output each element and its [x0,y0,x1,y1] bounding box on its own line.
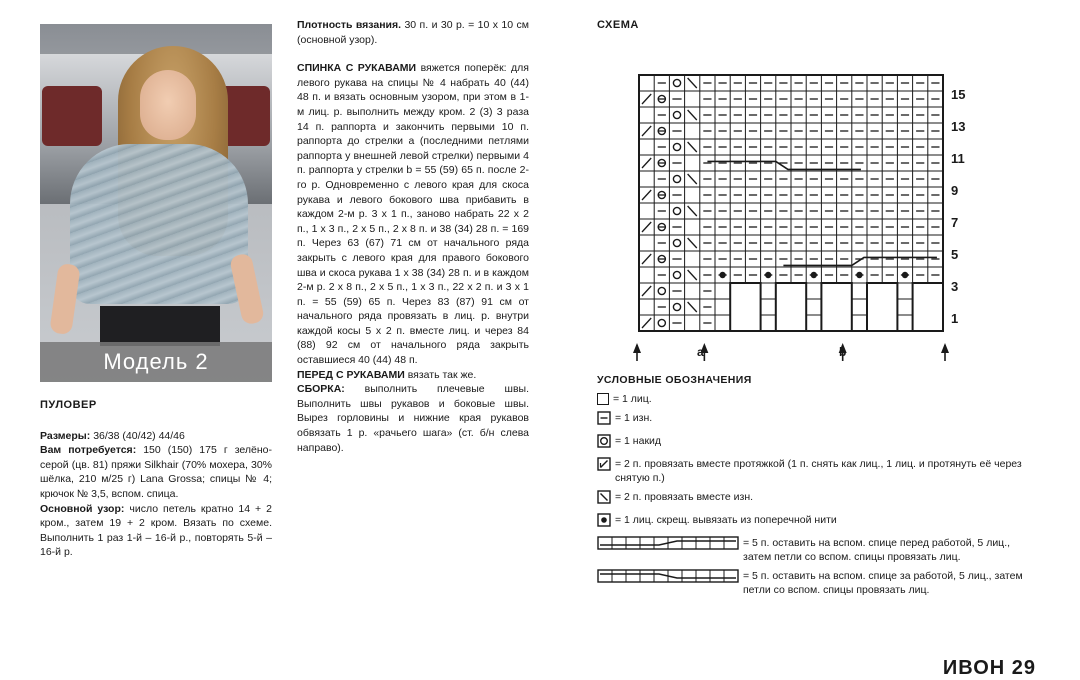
row-number-7: 7 [951,214,959,230]
legend-title: УСЛОВНЫЕ ОБОЗНАЧЕНИЯ [597,373,752,386]
model-sweater [70,144,248,304]
notch-block [913,283,943,331]
row-number-3: 3 [951,278,959,294]
notch-block [730,283,760,331]
chart-arrow-head [633,343,641,353]
row-number-5: 5 [951,246,959,262]
column-middle [297,18,529,455]
yarn-over-icon [597,434,611,452]
knitting-chart [597,41,1037,361]
row-number-13: 13 [951,118,966,134]
assembly-paragraph: СБОРКА: выполнить плечевые швы. Выполнить швы рукавов и боковые швы. Вырез горловины и нижние края рукавов обвязать 1 р. «рачьего шага» (ст. б/н слева направо). [297,383,529,454]
front-paragraph: ПЕРЕД С РУКАВАМИ вязать так же. [297,368,477,381]
row-number-1: 1 [951,310,959,326]
model-photo [40,24,272,382]
twisted-knit-mark [902,271,908,277]
notch-block [867,283,897,331]
car-seat-left [42,86,102,146]
page-number: ИВОН 29 [942,657,1036,679]
back-paragraph: СПИНКА С РУКАВАМИ вяжется поперёк: для левого рукава на спицы № 4 набрать 40 (44) 48 п. и вязать основным узором, при этом в 1-м лиц. р. выполнить между кром. 2 (3) 3 раза 14 п. раппорта и закончить первыми 10 п. раппорта до стрелки а (последними петлями раппорта у внешней левой стрелки) первыми 4 п. раппорта у стрелки b = 55 (59) 65 п. после 2-го р. Одновременно с левого края для скоса рукава и левого бокового шва прибавить в каждом 2-м р. 3 x 1 п., заново набрать 22 x 2 п., 1 x 3 п., 2 x 5 п., 2 x 8 п. и 38 (34) 28 п. = 169 п. Через 63 (67) 71 см от начального ряда закрыть с левого края для правого бокового шва и скоса рукава 1 x 38 (34) 28 п. и в каждом 2-м р. 2 x 8 п., 2 x 5 п., 1 x 3 п., 22 x 2 п. и 3 x 1 п. = 55 (59) 65 п. Через 83 (87) 91 см от начального ряда провязать в лиц. р. внутри каждой косы 5 x 2 п. вместе лиц. и через 84 (88) 92 см от начального ряда закрыть оставшиеся 40 (44) 48 п. [297,62,529,367]
legend-item-knit: = 1 лиц. [597,392,1037,406]
legend-item-purl: = 1 изн. [597,411,1037,429]
legend-item-twisted-knit: = 1 лиц. скрещ. вывязать из поперечной нити [597,513,1037,531]
legend-item-cable-front: = 5 п. оставить на вспом. спице перед работой, 5 лиц., затем петли со вспом. спицы провязать лиц. [597,536,1037,564]
twisted-knit-mark [765,271,771,277]
arrow-label-b: b [839,344,847,359]
column-right [597,18,1037,597]
legend-item-k2tog-left: = 2 п. провязать вместе протяжкой (1 п. снять как лиц., 1 лиц. и протянуть её через снятую п.) [597,457,1037,485]
legend-item-cable-back: = 5 п. оставить на вспом. спице за работой, 5 лиц., затем петли со вспом. спицы провязать лиц. [597,569,1037,597]
chart-arrow-head [941,343,949,353]
row-number-15: 15 [951,86,966,102]
knit-box-icon [597,392,609,406]
cable-back-icon [597,569,739,587]
row-number-11: 11 [951,150,965,166]
photo-caption: Модель 2 [40,342,272,382]
column-left [40,18,272,560]
pattern-paragraph: Основной узор: число петель кратно 14 + 2 кром., затем 19 + 2 кром. Вязать по схеме. Выполнить 1 раз 1-й – 16-й р., повторять 5-й – 16-й р. [40,502,272,559]
sizes-paragraph: Размеры: 36/38 (40/42) 44/46 [40,429,185,442]
model-skirt [100,306,220,346]
notch-block [776,283,806,331]
row-number-9: 9 [951,182,959,198]
cable-front-icon [597,536,739,554]
article-title: ПУЛОВЕР [40,399,97,411]
density-paragraph: Плотность вязания. 30 п. и 30 р. = 10 x 10 см (основной узор). [297,19,529,46]
legend-item-yarnover: = 1 накид [597,434,1037,452]
legend-item-p2tog: = 2 п. провязать вместе изн. [597,490,1037,508]
knitting-chart-grid [597,41,997,361]
twisted-knit-mark [811,271,817,277]
schema-title: СХЕМА [597,19,639,31]
twisted-knit-mark [719,271,725,277]
twisted-knit-mark [856,271,862,277]
arrow-label-a: a [697,344,704,359]
k2tog-left-icon [597,457,611,475]
notch-block [821,283,851,331]
model-face [140,70,196,140]
model-arm-left [49,263,81,335]
twisted-knit-icon [597,513,611,531]
purl-box-icon [597,411,611,429]
p2tog-icon [597,490,611,508]
materials-paragraph: Вам потребуется: 150 (150) 175 г зелёно-серой (цв. 81) пряжи Silkhair (70% мохера, 30% шёлка, 210 м/25 г) Lana Grossa; спицы № 4; крючок № 3,5, вспом. спица. [40,444,272,500]
